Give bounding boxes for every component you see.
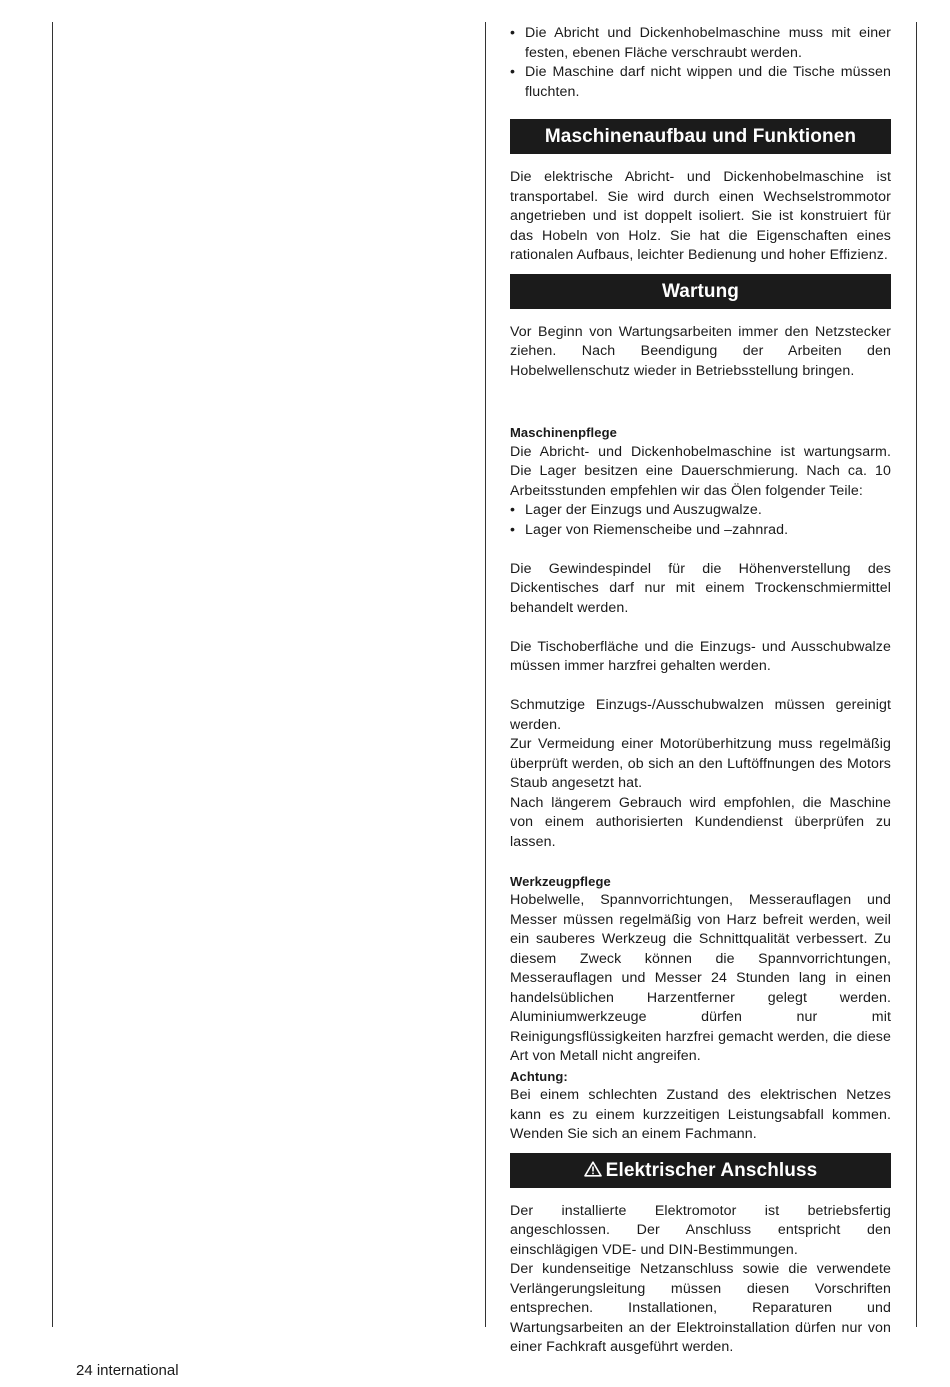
subheading-maschinenpflege: Maschinenpflege [510,425,617,440]
paragraph-maschinenpflege-intro: Die Abricht- und Dickenhobelmaschine ist wartungsarm. Die Lager besitzen eine Dauerschmierung. Nach ca. 10 Arbeitsstunden empfehlen wir das Ölen folgender Teile: [510,443,891,499]
paragraph-walzen: Schmutzige Einzugs-/Ausschubwalzen müssen gereinigt werden. [510,697,891,733]
paragraph-achtung: Bei einem schlechten Zustand des elektrischen Netzes kann es zu einem kurzzeitigen Leistungsabfall kommen. Wenden Sie sich an einem Fachmann. [510,1087,891,1142]
paragraph-netzanschluss: Der kundenseitige Netzanschluss sowie die verwendete Verlängerungsleitung müssen diesen Vorschriften entsprechen. Installationen, Reparaturen und Wartungsarbeiten an der Elektroinstallation dürfen nur von einer Fachkraft ausgeführt werden. [510,1261,891,1355]
paragraph-tischoberflaeche: Die Tischoberfläche und die Einzugs- und Ausschubwalze müssen immer harzfrei gehalten werden. [510,638,891,674]
list-item: • Lager von Riemenscheibe und –zahnrad. [510,521,891,541]
list-item: • Die Maschine darf nicht wippen und die Tische müssen fluchten. [510,63,891,102]
list-item: • Die Abricht und Dickenhobelmaschine muss mit einer festen, ebenen Fläche verschraubt werden. [510,24,891,63]
warning-triangle-icon [584,1161,602,1177]
subheading-werkzeugpflege: Werkzeugpflege [510,873,611,889]
list-item: • Lager der Einzugs und Auszugwalze. [510,501,891,521]
paragraph-werkzeugpflege: Hobelwelle, Spannvorrichtungen, Messerauflagen und Messer müssen regelmäßig von Harz befreit werden, weil ein sauberes Werkzeug die Schnittqualität verbessert. Zu diesem Zweck können die Spannvorrichtungen, Messerauflagen und Messer 24 Stunden lang in einen handelsüblichen Harzentferner gelegt werden. Aluminiumwerkzeuge dürfen nur mit Reinigungsflüssigkeiten harzfrei gemacht werden, die diese Art von Metall nicht angreifen. [510,892,891,1064]
paragraph-gewindespindel: Die Gewindespindel für die Höhenverstellung des Dickentisches darf nur mit einem Trockenschmiermittel behandelt werden. [510,560,891,616]
paragraph-elektromotor: Der installierte Elektromotor ist betriebsfertig angeschlossen. Der Anschluss entspricht den einschlägigen VDE- und DIN-Bestimmungen. [510,1202,891,1258]
section-heading-aufbau: Maschinenaufbau und Funktionen [510,119,891,154]
left-margin-rule [52,22,53,1327]
achtung-label: Achtung: [510,1068,568,1084]
paragraph-aufbau: Die elektrische Abricht- und Dickenhobelmaschine ist transportabel. Sie wird durch einen Wechselstrommotor angetrieben und ist doppelt isoliert. Sie ist konstruiert für das Hobeln von Holz. Sie hat die Eigenschaften eines rationalen Aufbaus, leichter Bedienung und hoher Effizienz. [510,169,891,263]
section-heading-elektrisch [510,1153,891,1188]
text-column [510,24,891,1358]
paragraph-wartung: Vor Beginn von Wartungsarbeiten immer den Netzstecker ziehen. Nach Beendigung der Arbeiten den Hobelwellenschutz wieder in Betriebsstellung bringen. [510,323,891,379]
page-footer: 24 international [76,1362,179,1379]
section-heading-elektrisch-label: Elektrischer Anschluss [605,1159,818,1181]
section-heading-wartung: Wartung [510,274,891,309]
right-margin-rule [916,22,917,1327]
column-divider-rule [485,22,486,1327]
paragraph-motor: Zur Vermeidung einer Motorüberhitzung muss regelmäßig überprüft werden, ob sich an den Luftöffnungen des Motors Staub angesetzt hat. [510,736,891,791]
paragraph-kundendienst: Nach längerem Gebrauch wird empfohlen, die Maschine von einem authorisierten Kundendienst überprüfen zu lassen. [510,794,891,850]
